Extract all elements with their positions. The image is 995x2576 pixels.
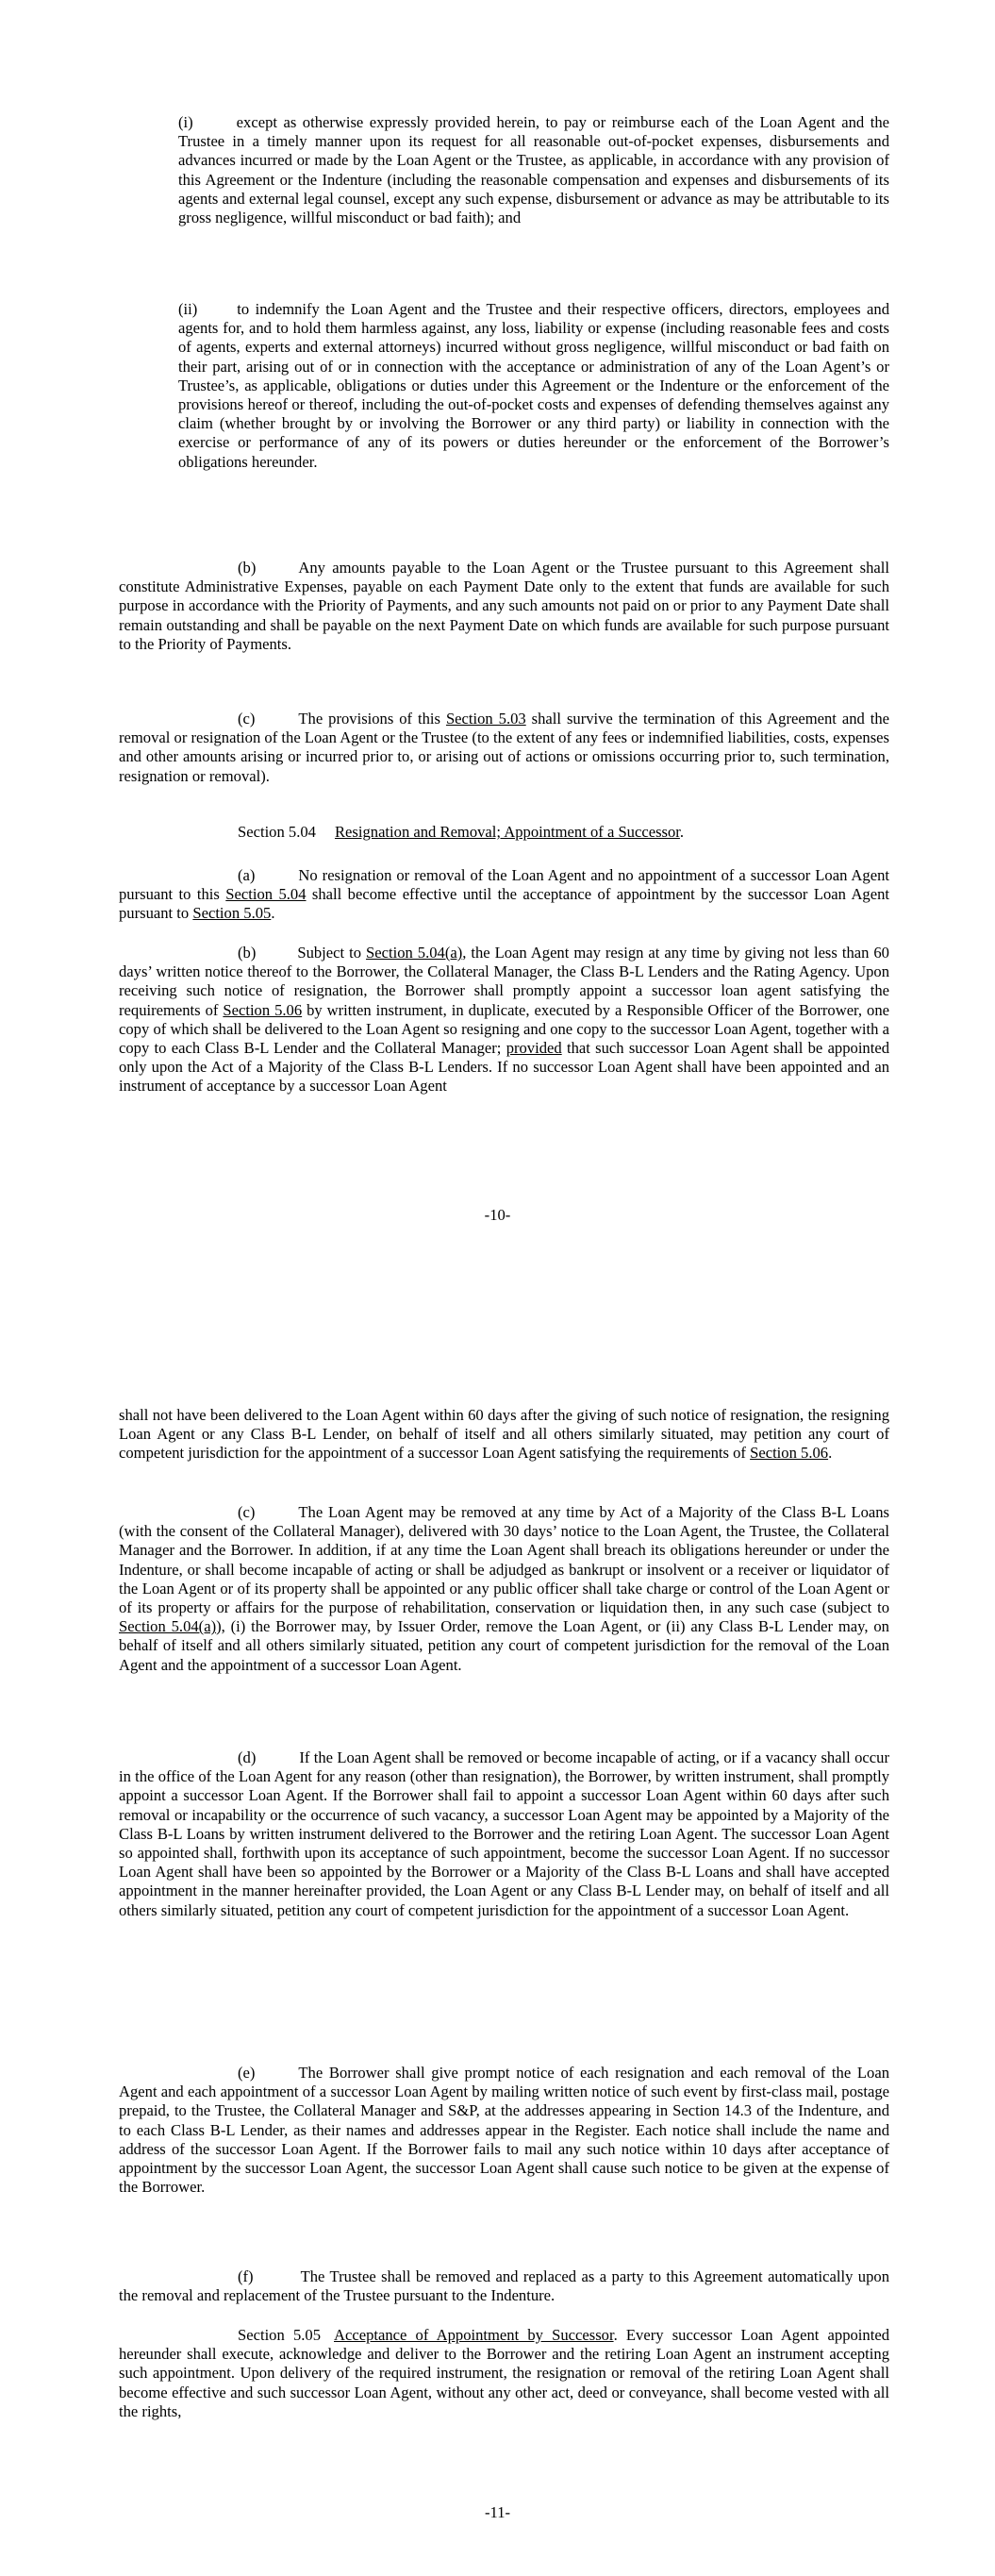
paragraph-c: (c) The provisions of this Section 5.03 shall survive the termination of this Agreement and the removal or resignation of the Loan Agent or the Trustee (to the extent of any fees or indemnified liabilities, costs, expenses and other amounts arising or incurred prior to, or arising out of actions or omissions occurring prior to, such termination, resignation or removal).: [119, 710, 890, 785]
clause-i-text: except as otherwise expressly provided herein, to pay or reimburse each of the Loan Agent and the Trustee in a timely manner upon its request for all reasonable out-of-pocket expenses, disbursements and advances incurred or made by the Loan Agent or the Trustee, as applicable, in accordance with any provision of this Agreement or the Indenture (including the reasonable compensation and expenses and disbursements of its agents and external legal counsel, except any such expense, disbursement or advance as may be attributable to its gross negligence, willful misconduct or bad faith); and: [178, 113, 889, 227]
clause-ii: [178, 300, 889, 472]
section-5-04-title: Resignation and Removal; Appointment of a Successor: [334, 823, 680, 841]
section-5-04-heading: Section 5.04 Resignation and Removal; Appointment of a Successor.: [238, 823, 685, 841]
page-number-11: -11-: [484, 2503, 511, 2521]
section-5-04a-ref-2: Section 5.04(a): [119, 1617, 217, 1636]
section-5-04-b-continued: shall not have been delivered to the Loan Agent within 60 days after the giving of such notice of resignation, the resigning Loan Agent or any Class B-L Lender, on behalf of itself and all others similarly situated, may petition any court of competent jurisdiction for the appointment of a successor Loan Agent satisfying the requirements of Section 5.06.: [119, 1406, 889, 1463]
page-11: [0, 1288, 995, 2576]
section-5-06-ref: Section 5.06: [223, 1000, 303, 1019]
paragraph-b: [119, 559, 889, 654]
clause-i-marker: (i): [178, 113, 193, 131]
section-5-04-e: (e) The Borrower shall give prompt notice of each resignation and each removal of the Loan Agent and each appointment of a successor Loan Agent by mailing written notice of such event by first-class mail, postage prepaid, to the Trustee, the Collateral Manager and S&P, at the addresses appearing in Section 14.3 of the Indenture, and to each Class B-L Lender, as their names and addresses appear in the Register. Each notice shall include the name and address of the successor Loan Agent. If the Borrower fails to mail any such notice within 10 days after acceptance of appointment by the successor Loan Agent, the successor Loan Agent shall cause such notice to be given at the expense of the Borrower.: [119, 2064, 889, 2197]
section-5-05: Section 5.05 Acceptance of Appointment by Successor. Every successor Loan Agent appointed hereunder shall execute, acknowledge and deliver to the Borrower and the retiring Loan Agent an instrument accepting such appointment. Upon delivery of the required instrument, the resignation or removal of the retiring Loan Agent shall become effective and such successor Loan Agent, without any other act, deed or conveyance, shall become vested with all the rights,: [119, 2326, 889, 2420]
section-5-04-c: (c) The Loan Agent may be removed at any time by Act of a Majority of the Class B-L Loans (with the consent of the Collateral Manager), delivered with 30 days’ notice to the Loan Agent, the Trustee, the Collateral Manager and the Borrower. In addition, if at any time the Loan Agent shall breach its obligations hereunder or under the Indenture, or shall become incapable of acting or shall be adjudged as bankrupt or insolvent or a receiver or liquidator of the Loan Agent or of its property shall be appointed or any public officer shall take charge or control of the Loan Agent or of its property or affairs for the purpose of rehabilitation, conservation or liquidation then, in any such case (subject to Section 5.04(a)), (i) the Borrower may, by Issuer Order, remove the Loan Agent, or (ii) any Class B-L Lender may, on behalf of itself and all others similarly situated, petition any court of competent jurisdiction for the removal of the Loan Agent and the appointment of a successor Loan Agent.: [119, 1503, 889, 1674]
paragraph-b-marker: (b): [238, 559, 257, 577]
provided-term: provided: [506, 1039, 562, 1058]
section-5-04-f: (f) The Trustee shall be removed and replaced as a party to this Agreement automatically upon the removal and replacement of the Trustee pursuant to the Indenture.: [119, 2267, 889, 2305]
clause-ii-marker: (ii): [178, 300, 198, 318]
clause-ii-text: to indemnify the Loan Agent and the Trustee and their respective officers, directors, employees and agents for, and to hold them harmless against, any loss, liability or expense (including reasonable fees and costs of agents, experts and external attorneys) incurred without gross negligence, willful misconduct or bad faith on their part, arising out of or in connection with the acceptance or administration of any of the Loan Agent’s or Trustee’s, as applicable, obligations or duties under this Agreement or the Indenture or the enforcement of the provisions hereof or thereof, including the out-of-pocket costs and expenses of defending themselves against any claim (whether brought by or involving the Borrower or any third party) or liability in connection with the exercise or performance of any of its powers or duties hereunder or the enforcement of the Borrower’s obligations hereunder.: [178, 300, 889, 471]
section-5-04-ref: Section 5.04: [225, 885, 307, 904]
section-5-03-ref: Section 5.03: [445, 710, 526, 728]
section-5-05-title: Acceptance of Appointment by Successor: [334, 2326, 614, 2344]
paragraph-c-marker: (c): [238, 710, 256, 728]
section-5-05-number: Section 5.05: [238, 2326, 321, 2344]
section-5-06-ref-2: Section 5.06: [750, 1444, 829, 1463]
section-5-04-a: (a) No resignation or removal of the Loan Agent and no appointment of a successor Loan Agent pursuant to this Section 5.04 shall become effective until the acceptance of appointment by the successor Loan Agent pursuant to Section 5.05.: [119, 866, 889, 923]
section-5-05-ref: Section 5.05: [192, 904, 272, 923]
section-5-04a-ref: Section 5.04(a): [366, 944, 463, 962]
section-5-04-b: (b) Subject to Section 5.04(a), the Loan Agent may resign at any time by giving not less than 60 days’ written notice thereof to the Borrower, the Collateral Manager, the Class B-L Lenders and the Rating Agency. Upon receiving such notice of resignation, the Borrower shall promptly appoint a successor loan agent satisfying the requirements of Section 5.06 by written instrument, in duplicate, executed by a Responsible Officer of the Borrower, one copy of which shall be delivered to the Loan Agent so resigning and one copy to the successor Loan Agent, together with a copy to each Class B-L Lender and the Collateral Manager; provided that such successor Loan Agent shall be appointed only upon the Act of a Majority of the Class B-L Lenders. If no successor Loan Agent shall have been appointed and an instrument of acceptance by a successor Loan Agent: [119, 944, 890, 1096]
paragraph-b-text: Any amounts payable to the Loan Agent or the Trustee pursuant to this Agreement shall constitute Administrative Expenses, payable on each Payment Date only to the extent that funds are available for such purpose in accordance with the Priority of Payments, and any such amounts not paid on or prior to any Payment Date shall remain outstanding and shall be payable on the next Payment Date on which funds are available for such purpose pursuant to the Priority of Payments.: [119, 559, 889, 653]
section-5-04-d: (d) If the Loan Agent shall be removed or become incapable of acting, or if a vacancy shall occur in the office of the Loan Agent for any reason (other than resignation), the Borrower, by written instrument, shall promptly appoint a successor Loan Agent. If the Borrower shall fail to appoint a successor Loan Agent within 60 days after such removal or incapability or the occurrence of such vacancy, a successor Loan Agent may be appointed by a Majority of the Class B-L Loans by written instrument delivered to the Borrower and the retiring Loan Agent. The successor Loan Agent so appointed shall, forthwith upon its acceptance of such appointment, become the successor Loan Agent. If no successor Loan Agent shall have been so appointed by the Borrower or a Majority of the Class B-L Loans and shall have accepted appointment in the manner hereinafter provided, the Loan Agent or any Class B-L Lender may, on behalf of itself and all others similarly situated, petition any court of competent jurisdiction for the appointment of a successor Loan Agent.: [119, 1748, 889, 1919]
clause-i: [178, 113, 889, 227]
page-number-10: -10-: [484, 1206, 511, 1224]
section-5-04-number: Section 5.04: [238, 823, 316, 841]
